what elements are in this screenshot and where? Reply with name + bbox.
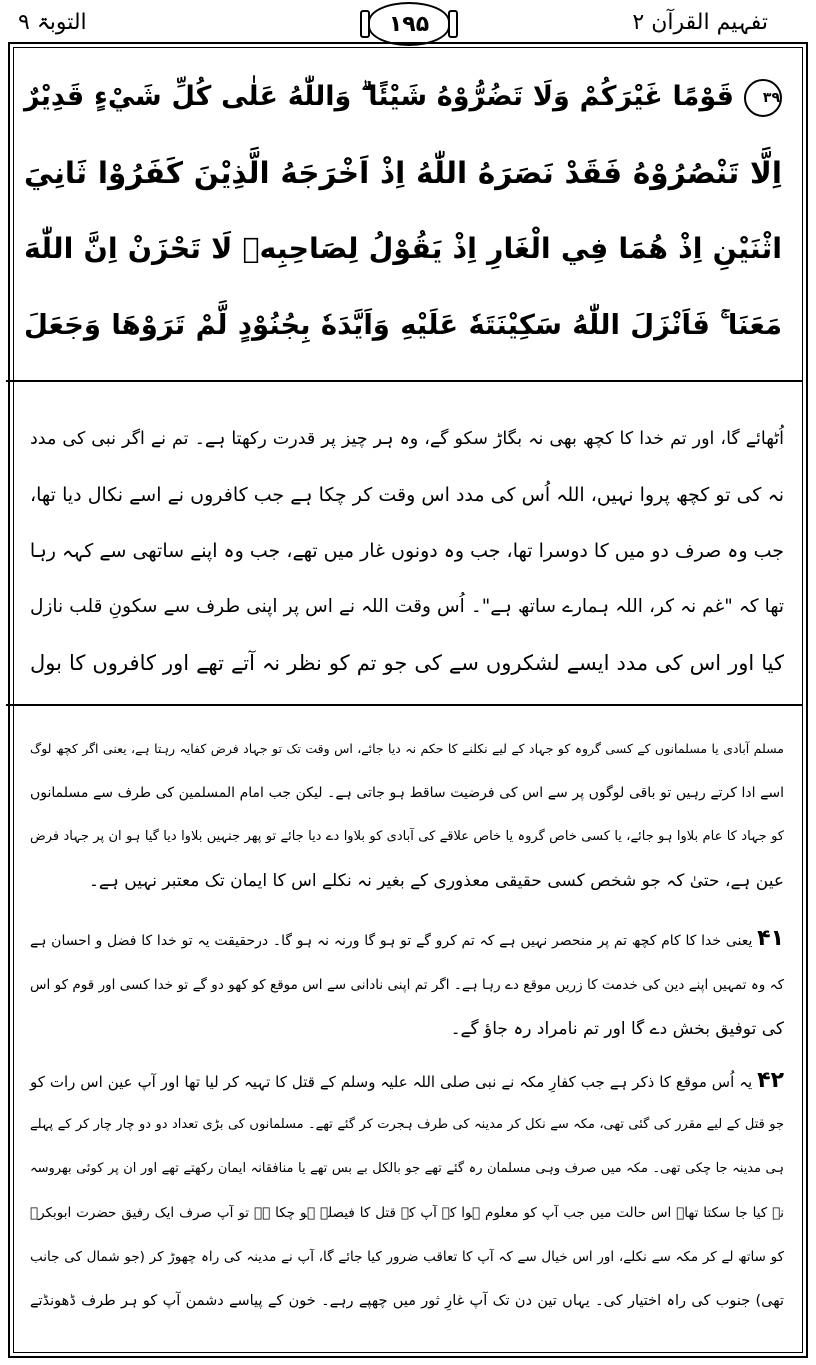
footnote-line-1: مسلم آبادی یا مسلمانوں کے کسی گروہ کو جہاد کے لیے نکلنے کا حکم نہ دیا جائے، اس وقت تک تو جہاد فرض کفایہ رہتا ہے، یعنی اگر کچھ لوگ (30, 741, 784, 756)
footnote-42-line-1 (30, 1062, 784, 1100)
page-number: ۱۹۵ (368, 2, 450, 46)
quran-line-1-text: قَوْمًا غَيْرَكُمْ وَلَا تَضُرُّوْهُ شَيْئًا ۗ وَاللّٰهُ عَلٰى كُلِّ شَيْءٍ قَدِيْرٌ (24, 81, 734, 112)
footnote-41-line-2: کہ وہ تمہیں اپنے دین کی خدمت کا زریں موقع دے رہا ہے۔ اگر تم اپنی نادانی سے اس موقع کو کھو دو گے تو خدا کسی اور قوم کو اس (30, 977, 784, 993)
footnote-41-line-1 (30, 920, 784, 958)
surah-name: التوبۃ ۹ (18, 10, 87, 35)
translation-line-3: جب وہ صرف دو میں کا دوسرا تھا، جب وہ دونوں غار میں تھے، جب وہ اپنے ساتھی سے کہہ رہا (29, 540, 784, 562)
quran-line-4: مَعَنَا ۚ فَاَنْزَلَ اللّٰهُ سَكِيْنَتَهٗ عَلَيْهِ وَاَيَّدَهٗ بِجُنُوْدٍ لَّمْ تَرَوْهَا وَجَعَلَ (24, 309, 782, 341)
footnote-42-text: یہ اُس موقع کا ذکر ہے جب کفارِ مکہ نے نبی صلی اللہ علیہ وسلم کے قتل کا تہیہ کر لیا تھا اور آپ عین اس رات کو (30, 1073, 753, 1091)
quran-text-box (6, 46, 802, 382)
footnote-42-line-4: نہ کیا جا سکتا تھا۔ اس حالت میں جب آپ کو معلوم ہوا کہ آپ کے قتل کا فیصلہ ہو چکا ہے تو آپ صرف ایک رفیق حضرت ابوبکرؓ (30, 1205, 784, 1221)
translation-line-2: نہ کی تو کچھ پروا نہیں، اللہ اُس کی مدد اس وقت کر چکا ہے جب کافروں نے اسے نکال دیا تھا، (30, 484, 784, 506)
translation-line-5: کیا اور اس کی مدد ایسے لشکروں سے کی جو تم کو نظر نہ آتے تھے اور کافروں کا بول (30, 651, 784, 675)
quran-line-3: اثْنَيْنِ اِذْ هُمَا فِي الْغَارِ اِذْ يَقُوْلُ لِصَاحِبِهٖ لَا تَحْزَنْ اِنَّ اللّٰهَ (24, 232, 782, 265)
quran-line-2: اِلَّا تَنْصُرُوْهُ فَقَدْ نَصَرَهُ اللّٰهُ اِذْ اَخْرَجَهُ الَّذِيْنَ كَفَرُوْا ثَانِيَ (24, 156, 782, 190)
footnote-number-42: ۴۲ (757, 1068, 784, 1093)
footnote-line-3: کو جہاد کا عام بلاوا ہو جائے، یا کسی خاص گروہ یا خاص علاقے کی آبادی کو بلاوا دے دیا جائے تو پھر جنہیں بلاوا دیا گیا ہو ان پر جہاد فرض (30, 829, 784, 844)
translation-line-4: تھا کہ "غم نہ کر، اللہ ہمارے ساتھ ہے"۔ اُس وقت اللہ نے اس پر اپنی طرف سے سکونِ قلب نازل (30, 596, 784, 617)
footnote-42-line-6: تھی) جنوب کی راہ اختیار کی۔ یہاں تین دن تک آپ غارِ ثور میں چھپے رہے۔ خون کے پیاسے دشمن آپ کو ہر طرف ڈھونڈتے (30, 1293, 784, 1309)
footnote-line-4: عین ہے، حتیٰ کہ جو شخص کسی حقیقی معذوری کے بغیر نہ نکلے اس کا ایمان تک معتبر نہیں ہے۔ (88, 871, 784, 891)
ayah-number-marker: ۳۹ (744, 79, 782, 117)
book-title: تفہیم القرآن ۲ (632, 10, 768, 35)
footnote-number-41: ۴۱ (757, 926, 784, 951)
footnote-41-line-3: کی توفیق بخش دے گا اور تم نامراد رہ جاؤ گے۔ (450, 1019, 784, 1039)
footnote-41-text: یعنی خدا کا کام کچھ تم پر منحصر نہیں ہے کہ تم کرو گے تو ہو گا ورنہ نہ ہو گا۔ درحقیقت یہ تو خدا کا فضل و احسان ہے (30, 933, 753, 949)
translation-line-1: اُٹھائے گا، اور تم خدا کا کچھ بھی نہ بگاڑ سکو گے، وہ ہر چیز پر قدرت رکھتا ہے۔ تم نے اگر نبی کی مدد (30, 429, 784, 449)
quran-line-1 (24, 64, 782, 130)
footnote-42-line-2: جو قتل کے لیے مقرر کی گئی تھی، مکہ سے نکل کر مدینہ کی طرف ہجرت کر گئے تھے۔ مسلمانوں کی بڑی تعداد دو دو چار چار کر کے پہلے (30, 1117, 784, 1132)
footnote-line-2: اسے ادا کرتے رہیں تو باقی لوگوں پر سے اس کی فرضیت ساقط ہو جاتی ہے۔ لیکن جب امام المسلمین کی طرف سے مسلمانوں (30, 785, 784, 801)
footnote-42-line-5: کو ساتھ لے کر مکہ سے نکلے، اور اس خیال سے کہ آپ کا تعاقب ضرور کیا جائے گا، آپ نے مدینہ کی راہ چھوڑ کر (جو شمال کی جانب (30, 1249, 784, 1265)
footnote-42-line-3: ہی مدینہ جا چکی تھی۔ مکہ میں صرف وہی مسلمان رہ گئے تھے جو بالکل بے بس تھے یا منافقانہ ایمان رکھتے تھے اور ان پر کوئی بھروسہ (30, 1161, 784, 1176)
section-divider (6, 704, 802, 706)
